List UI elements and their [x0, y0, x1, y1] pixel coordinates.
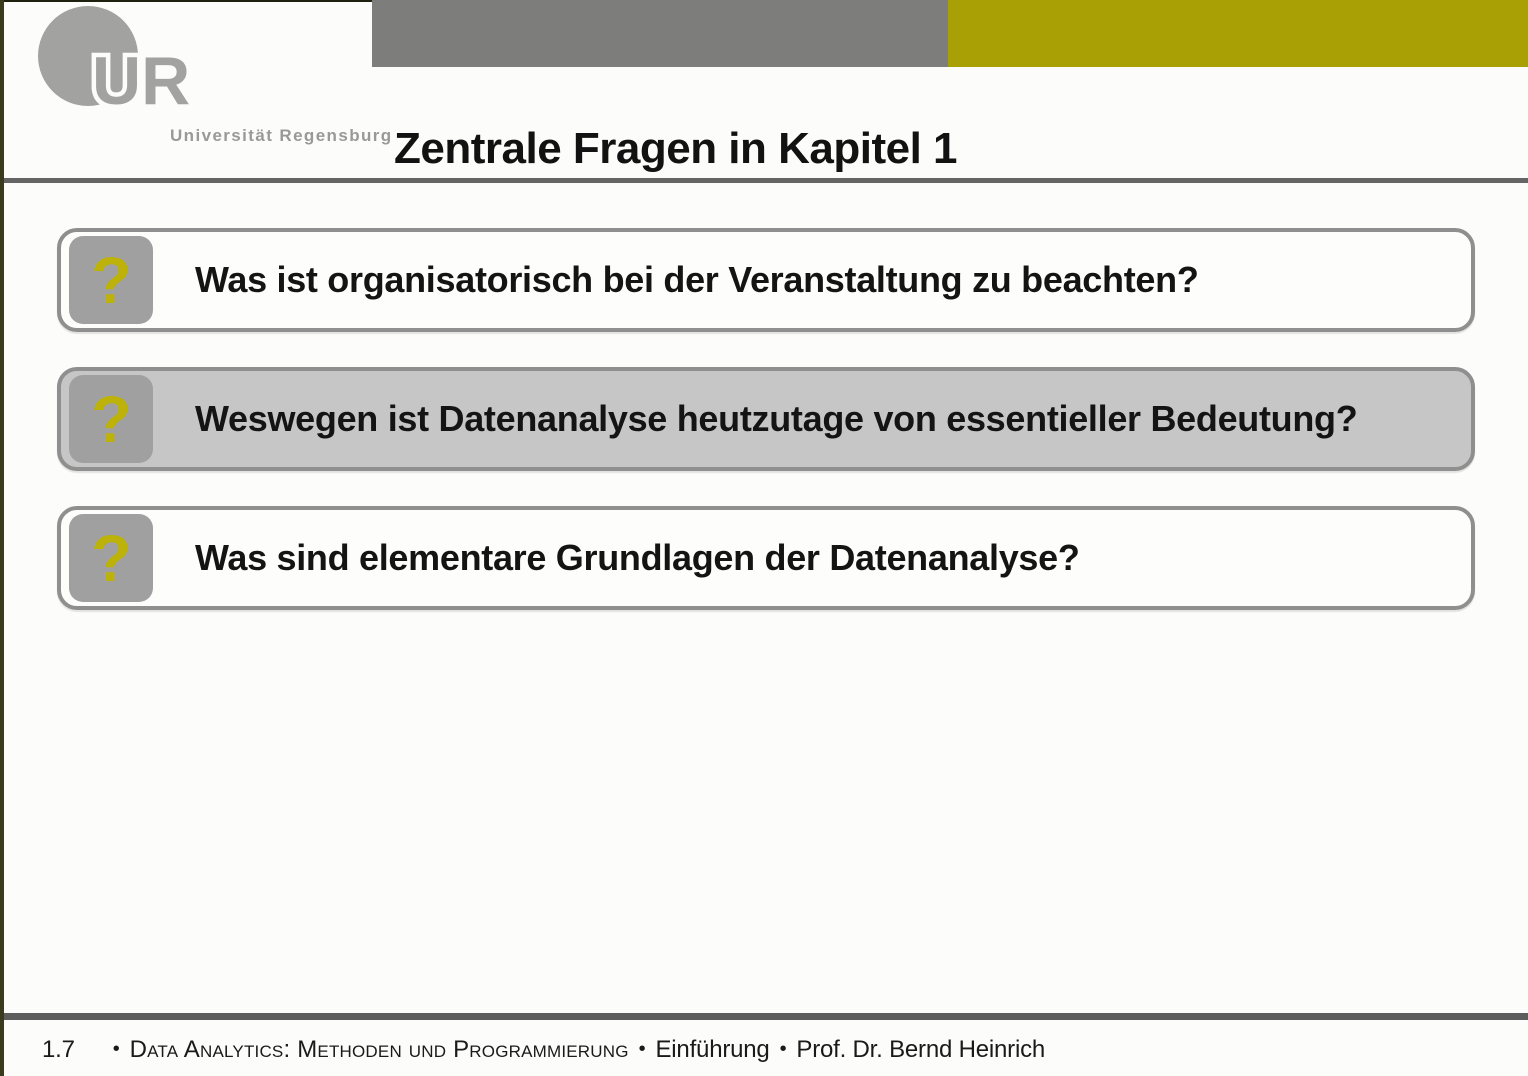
question-text: Weswegen ist Datenanalyse heutzutage von essentieller Bedeutung? [195, 398, 1358, 439]
question-mark-icon: ? [69, 514, 153, 602]
footer-bullet: • [112, 1038, 120, 1060]
footer-chapter: Einführung [655, 1036, 770, 1063]
question-mark-icon: ? [69, 236, 153, 324]
university-logo [34, 4, 393, 154]
question-text: Was ist organisatorisch bei der Veranstaltung zu beachten? [195, 259, 1199, 300]
slide-number: 1.7 [42, 1036, 75, 1063]
footer-author: Prof. Dr. Bernd Heinrich [796, 1036, 1046, 1063]
frame-left-edge [0, 0, 4, 1076]
page-title: Zentrale Fragen in Kapitel 1 [394, 124, 958, 173]
footer [42, 1036, 1482, 1064]
header-bar-gray [372, 0, 948, 67]
question-card-2-highlighted [57, 367, 1475, 471]
footer-bullet: • [638, 1038, 646, 1060]
logo-letters: UR [92, 43, 191, 119]
question-card-1 [57, 228, 1475, 332]
footer-divider [0, 1013, 1528, 1020]
question-text: Was sind elementare Grundlagen der Datenanalyse? [195, 537, 1080, 578]
header-bar-olive [948, 0, 1528, 67]
footer-course-title: Data Analytics: Methoden und Programmierung [129, 1036, 629, 1063]
logo-subtitle: Universität Regensburg [170, 126, 393, 145]
footer-bullet: • [779, 1038, 787, 1060]
question-card-3 [57, 506, 1475, 610]
question-mark-icon: ? [69, 375, 153, 463]
title-divider [0, 178, 1528, 183]
